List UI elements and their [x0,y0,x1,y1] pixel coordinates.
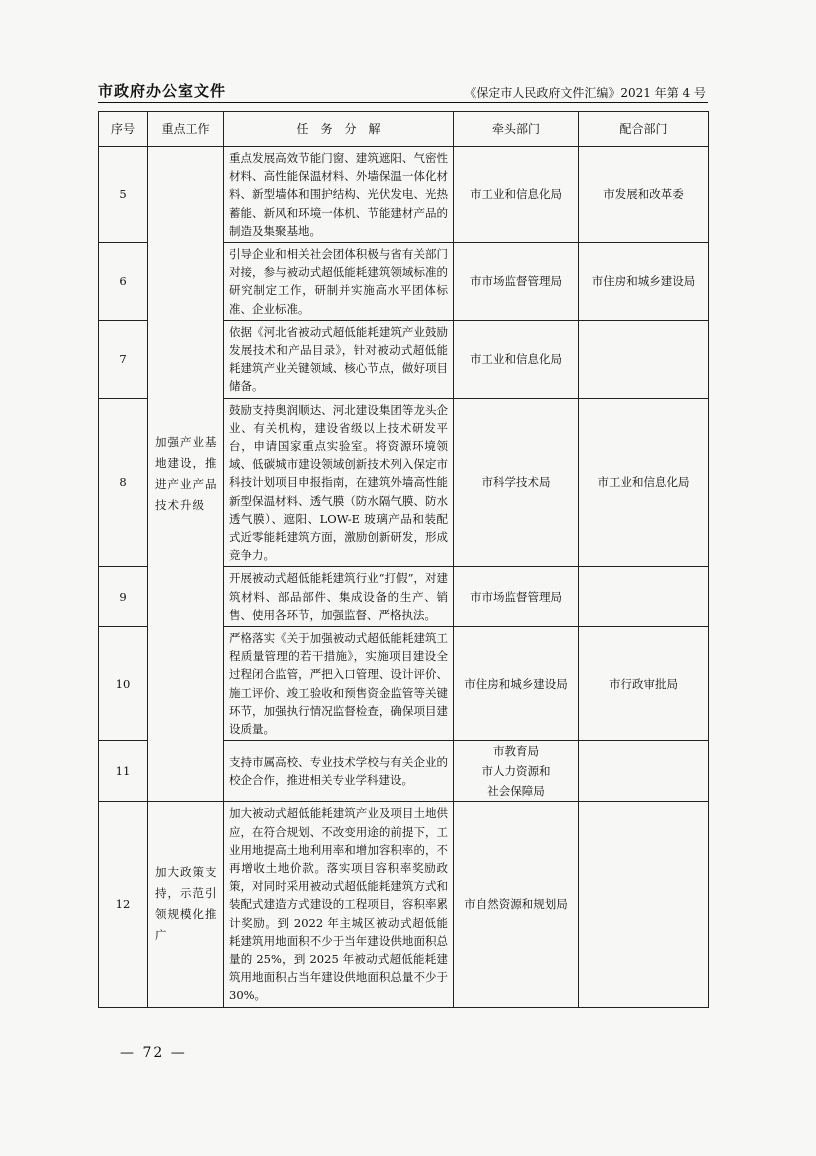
page-number: — 72 — [120,1045,187,1061]
lead-department: 市自然资源和规划局 [454,802,579,1007]
table-row [99,147,709,243]
column-header-focus: 重点工作 [148,112,224,147]
lead-department: 市市场监督管理局 [454,567,579,627]
lead-department [454,741,579,802]
task-table [98,111,709,1008]
coop-department: 市住房和城乡建设局 [579,243,709,321]
row-number: 9 [99,567,148,627]
coop-department [579,802,709,1007]
table-header-row [99,112,709,147]
column-header-coop-dept: 配合部门 [579,112,709,147]
row-number: 12 [99,802,148,1007]
row-number: 10 [99,627,148,741]
task-description: 引导企业和相关社会团体积极与省有关部门对接，参与被动式超低能耗建筑领域标准的研究制定工作，研制并实施高水平团体标准、企业标准。 [224,243,454,321]
coop-department: 市工业和信息化局 [579,398,709,567]
lead-department: 市工业和信息化局 [454,147,579,243]
lead-department-line: 社会保障局 [487,784,545,799]
row-number: 7 [99,320,148,398]
lead-department: 市住房和城乡建设局 [454,627,579,741]
column-header-task: 任 务 分 解 [224,112,454,147]
row-number: 5 [99,147,148,243]
task-description: 依据《河北省被动式超低能耗建筑产业鼓励发展技术和产品目录》，针对被动式超低能耗建筑产业关键领域、核心节点，做好项目储备。 [224,320,454,398]
document-source-title: 市政府办公室文件 [98,82,227,100]
task-description: 支持市属高校、专业技术学校与有关企业的校企合作，推进相关专业学科建设。 [224,741,454,802]
row-number: 8 [99,398,148,567]
column-header-number: 序号 [99,112,148,147]
task-description: 严格落实《关于加强被动式超低能耗建筑工程质量管理的若干措施》，实施项目建设全过程闭合监管，严把入口管理、设计评价、施工评价、竣工验收和预售资金监管等关键环节，加强执行情况监督检查，确保项目建设质量。 [224,627,454,741]
table-row [99,802,709,1007]
focus-work-cell: 加大政策支持，示范引领规模化推广 [148,802,224,1007]
task-description: 开展被动式超低能耗建筑行业“打假”，对建筑材料、部品部件、集成设备的生产、销售、使用各环节，加强监督、严格执法。 [224,567,454,627]
coop-department: 市行政审批局 [579,627,709,741]
coop-department: 市发展和改革委 [579,147,709,243]
lead-department: 市科学技术局 [454,398,579,567]
lead-department: 市工业和信息化局 [454,320,579,398]
task-description: 加大被动式超低能耗建筑产业及项目土地供应，在符合规划、不改变用途的前提下，工业用地提高土地利用率和增加容积率的，不再增收土地价款。落实项目容积率奖励政策，对同时采用被动式超低能耗建筑方式和装配式建造方式建设的工程项目，容积率累计奖励。到 2022 年主城区被动式超低能耗建筑用地面积不少于当年建设供地面积总量的 25%，到 2025 年被动式超低能耗建筑用地面积占当年建设供地面积总量不少于 30%。 [224,802,454,1007]
focus-work-cell: 加强产业基地建设，推进产业产品技术升级 [148,147,224,802]
compilation-issue-title: 《保定市人民政府文件汇编》2021 年第 4 号 [464,86,706,100]
row-number: 6 [99,243,148,321]
column-header-lead-dept: 牵头部门 [454,112,579,147]
coop-department [579,320,709,398]
header-divider [98,102,708,103]
lead-department-line: 市人力资源和 [481,764,551,779]
row-number: 11 [99,741,148,802]
lead-department: 市市场监督管理局 [454,243,579,321]
task-description: 鼓励支持奥润顺达、河北建设集团等龙头企业、有关机构，建设省级以上技术研发平台，申请国家重点实验室。将资源环境领域、低碳城市建设领域创新技术列入保定市科技计划项目申报指南，在建筑外墙高性能新型保温材料、透气膜（防水隔气膜、防水透气膜）、遮阳、LOW-E 玻璃产品和装配式近零能耗建筑方面，激励创新研发，形成竞争力。 [224,398,454,567]
lead-department-line: 市教育局 [493,744,539,759]
coop-department [579,567,709,627]
coop-department [579,741,709,802]
task-description: 重点发展高效节能门窗、建筑遮阳、气密性材料、高性能保温材料、外墙保温一体化材料、新型墙体和围护结构、光伏发电、光热蓄能、新风和环境一体机、节能建材产品的制造及集聚基地。 [224,147,454,243]
